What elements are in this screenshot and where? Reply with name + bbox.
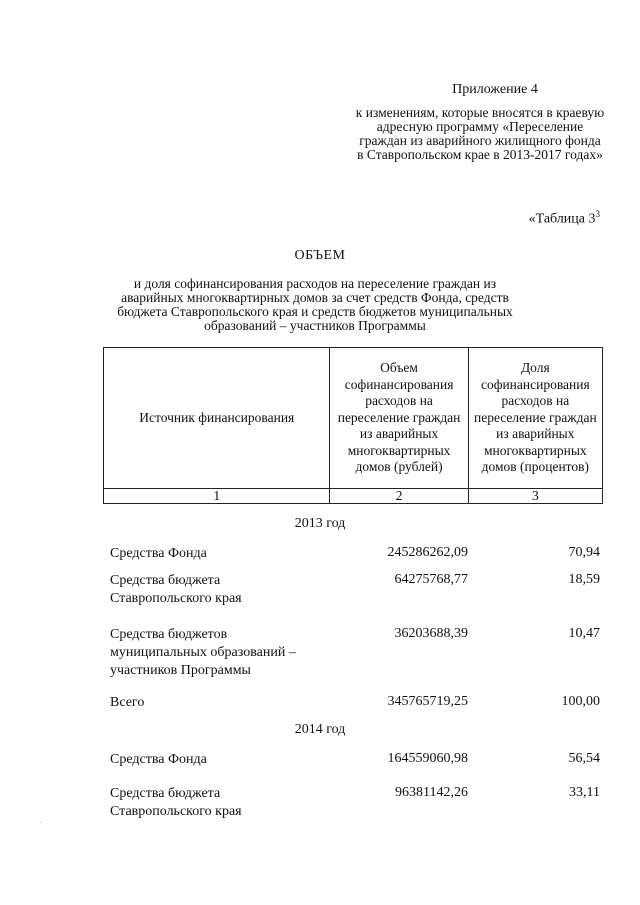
scan-speck [40,822,41,823]
document-subtitle: и доля софинансирования расходов на переселение граждан из аварийных многоквартирных домов за счет средств Фонда, средств бюджета Ставропольского края и средств бюджетов муниципальных образований – участников Программы [117,276,513,333]
year-heading: 2014 год [294,722,346,737]
row-share: 56,54 [568,751,600,766]
row-amount: 96381142,26 [395,785,468,800]
row-label: Средства бюджетов муниципальных образований – участников Программы [110,627,296,678]
table-reference-superscript: 3 [595,209,600,219]
row-share: 70,94 [568,545,600,560]
year-heading: 2013 год [294,516,346,531]
row-share: 33,11 [569,785,600,800]
column-number-2: 2 [330,489,468,504]
table-header [103,347,603,504]
row-share: 18,59 [568,572,600,587]
column-header-amount: Объем софинансирования расходов на переселение граждан из аварийных многоквартирных домов (рублей) [330,348,468,489]
row-amount: 245286262,09 [387,545,468,560]
column-header-source: Источник финансирования [104,348,330,489]
row-amount: 164559060,98 [387,751,468,766]
table-reference-text: «Таблица 3 [528,211,596,227]
column-number-3: 3 [468,489,602,504]
appendix-note: к изменениям, которые вносятся в краевую адресную программу «Переселение граждан из аварийного жилищного фонда в Ставропольском крае в 2013-2017 годах» [355,105,605,162]
row-label: Средства Фонда [110,546,207,561]
row-label-total: Всего [110,695,145,710]
row-amount: 36203688,39 [394,626,468,641]
appendix-title: Приложение 4 [452,82,538,97]
row-amount: 64275768,77 [394,572,468,587]
row-label: Средства бюджета Ставропольского края [110,786,242,819]
row-label: Средства бюджета Ставропольского края [110,573,242,606]
row-share-total: 100,00 [561,694,600,709]
document-title: ОБЪЕМ [294,248,346,263]
column-number-1: 1 [104,489,330,504]
row-share: 10,47 [568,626,600,641]
table-reference [500,206,600,228]
row-amount-total: 345765719,25 [387,694,468,709]
column-header-share: Доля софинансирования расходов на переселение граждан из аварийных многоквартирных домов (процентов) [468,348,602,489]
row-label: Средства Фонда [110,752,207,767]
